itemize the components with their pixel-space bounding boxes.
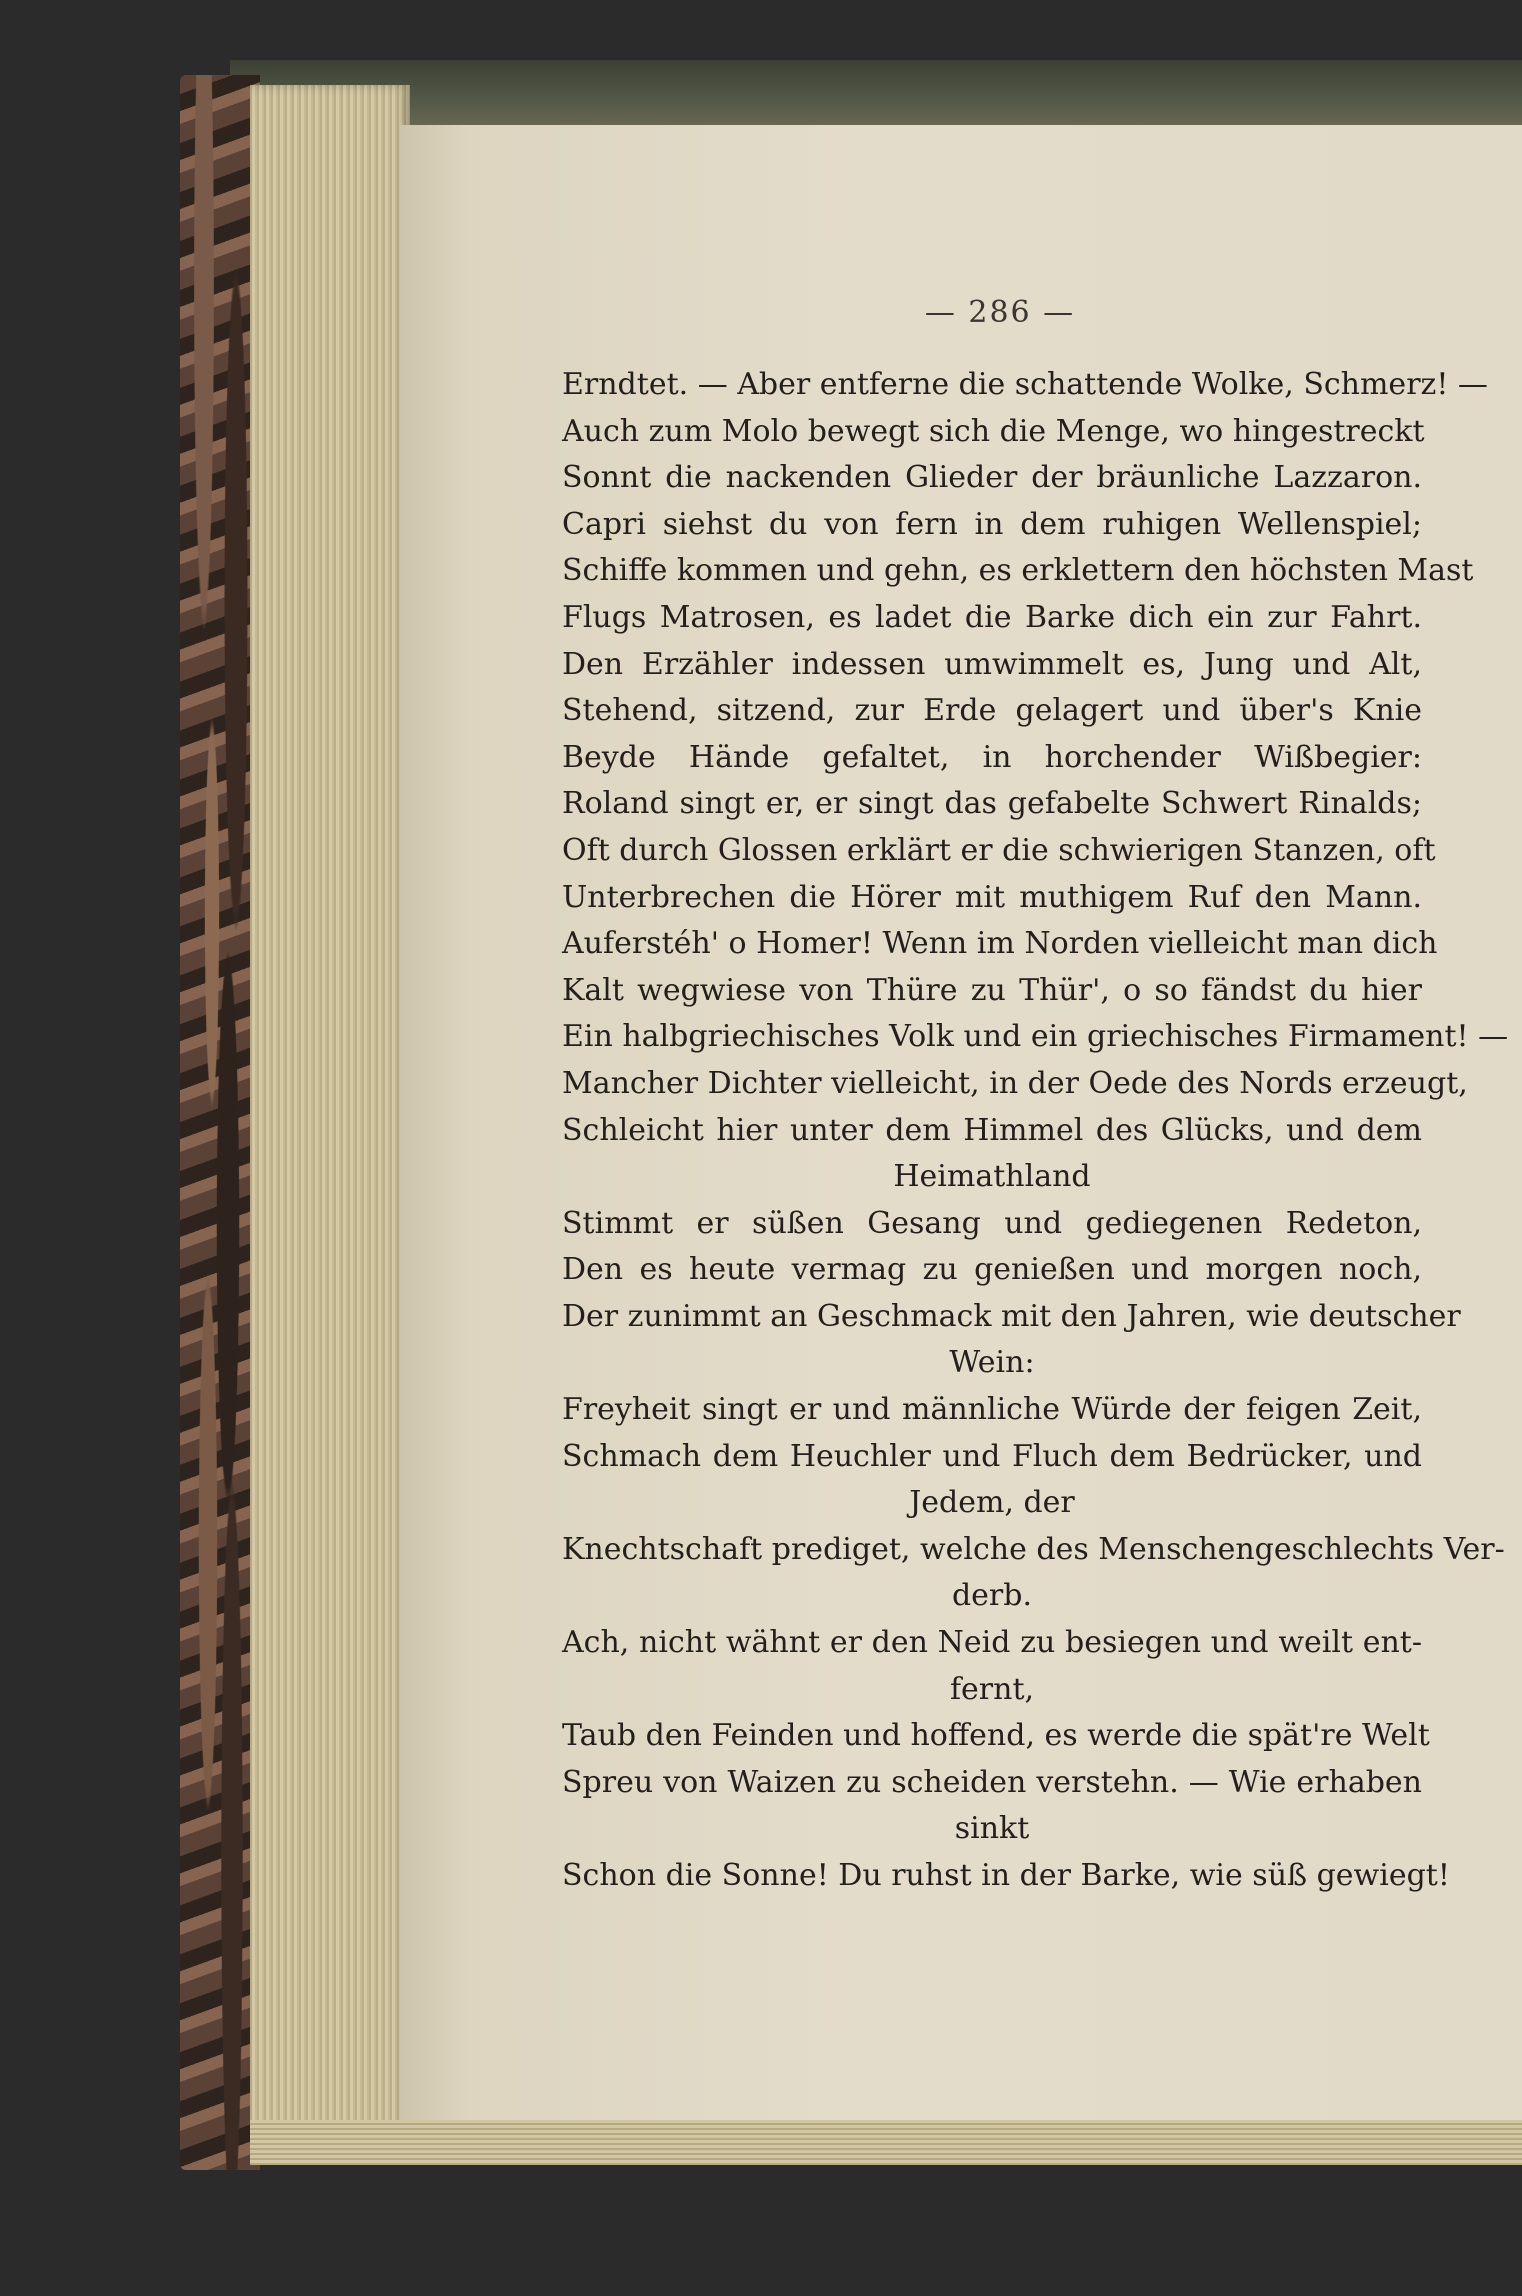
text-line: Schiffe kommen und gehn, es erklettern den höchsten Mast bbox=[562, 553, 1474, 589]
text-line: Stimmt er süßen Gesang und gediegenen Redeton, bbox=[562, 1205, 1422, 1241]
text-line: Schleicht hier unter dem Himmel des Glücks, und dem bbox=[562, 1112, 1422, 1148]
text-line: Ein halbgriechisches Volk und ein griechisches Firmament! — bbox=[562, 1019, 1509, 1055]
text-line: Capri siehst du von fern in dem ruhigen Wellenspiel; bbox=[562, 506, 1422, 542]
text-line: Mancher Dichter vielleicht, in der Oede des Nords erzeugt, bbox=[562, 1065, 1468, 1101]
text-line: Schon die Sonne! Du ruhst in der Barke, wie süß gewiegt! bbox=[562, 1858, 1450, 1893]
text-line-continuation: fernt, bbox=[949, 1671, 1035, 1707]
book-top-edge bbox=[230, 60, 1522, 130]
text-line: Den Erzähler indessen umwimmelt es, Jung und Alt, bbox=[562, 646, 1422, 682]
text-line-continuation: Jedem, der bbox=[909, 1485, 1075, 1521]
text-line: Schmach dem Heuchler und Fluch dem Bedrücker, und bbox=[562, 1438, 1422, 1474]
text-line: Kalt wegwiese von Thüre zu Thür', o so fändst du hier bbox=[562, 972, 1422, 1008]
text-line-continuation: sinkt bbox=[954, 1811, 1030, 1847]
text-line: Beyde Hände gefaltet, in horchender Wißbegier: bbox=[562, 739, 1422, 775]
page-number: — 286 — bbox=[924, 295, 1076, 330]
text-line: Knechtschaft prediget, welche des Menschengeschlechts Ver- bbox=[562, 1531, 1505, 1567]
text-line: Ach, nicht wähnt er den Neid zu besiegen und weilt ent- bbox=[562, 1625, 1422, 1661]
text-line: Auch zum Molo bewegt sich die Menge, wo hingestreckt bbox=[562, 413, 1425, 449]
text-line: Roland singt er, er singt das gefabelte Schwert Rinalds; bbox=[562, 786, 1422, 822]
text-line: Erndtet. — Aber entferne die schattende Wolke, Schmerz! — bbox=[562, 367, 1488, 402]
text-line: Stehend, sitzend, zur Erde gelagert und über's Knie bbox=[562, 693, 1422, 729]
poem-text bbox=[562, 362, 1509, 1900]
text-line-continuation: Heimathland bbox=[893, 1159, 1091, 1195]
text-line-continuation: derb. bbox=[951, 1578, 1033, 1614]
text-line: Den es heute vermag zu genießen und morgen noch, bbox=[562, 1252, 1422, 1288]
text-line: Der zunimmt an Geschmack mit den Jahren, wie deutscher bbox=[562, 1298, 1461, 1334]
text-line: Spreu von Waizen zu scheiden verstehn. — Wie erhaben bbox=[562, 1764, 1422, 1800]
text-line: Sonnt die nackenden Glieder der bräunliche Lazzaron. bbox=[562, 460, 1422, 496]
marbled-cover-edge bbox=[180, 75, 260, 2170]
text-line: Freyheit singt er und männliche Würde der feigen Zeit, bbox=[562, 1392, 1422, 1428]
page-stack-bottom-edge bbox=[250, 2120, 1522, 2165]
text-line: Auferstéh' o Homer! Wenn im Norden vielleicht man dich bbox=[562, 926, 1438, 962]
page-stack-edge bbox=[250, 85, 410, 2160]
text-line-continuation: Wein: bbox=[949, 1345, 1035, 1381]
text-line: Unterbrechen die Hörer mit muthigem Ruf den Mann. bbox=[562, 879, 1422, 915]
text-line: Oft durch Glossen erklärt er die schwierigen Stanzen, oft bbox=[562, 832, 1436, 868]
text-line: Flugs Matrosen, es ladet die Barke dich ein zur Fahrt. bbox=[562, 599, 1422, 635]
text-line: Taub den Feinden und hoffend, es werde die spät're Welt bbox=[562, 1718, 1430, 1754]
